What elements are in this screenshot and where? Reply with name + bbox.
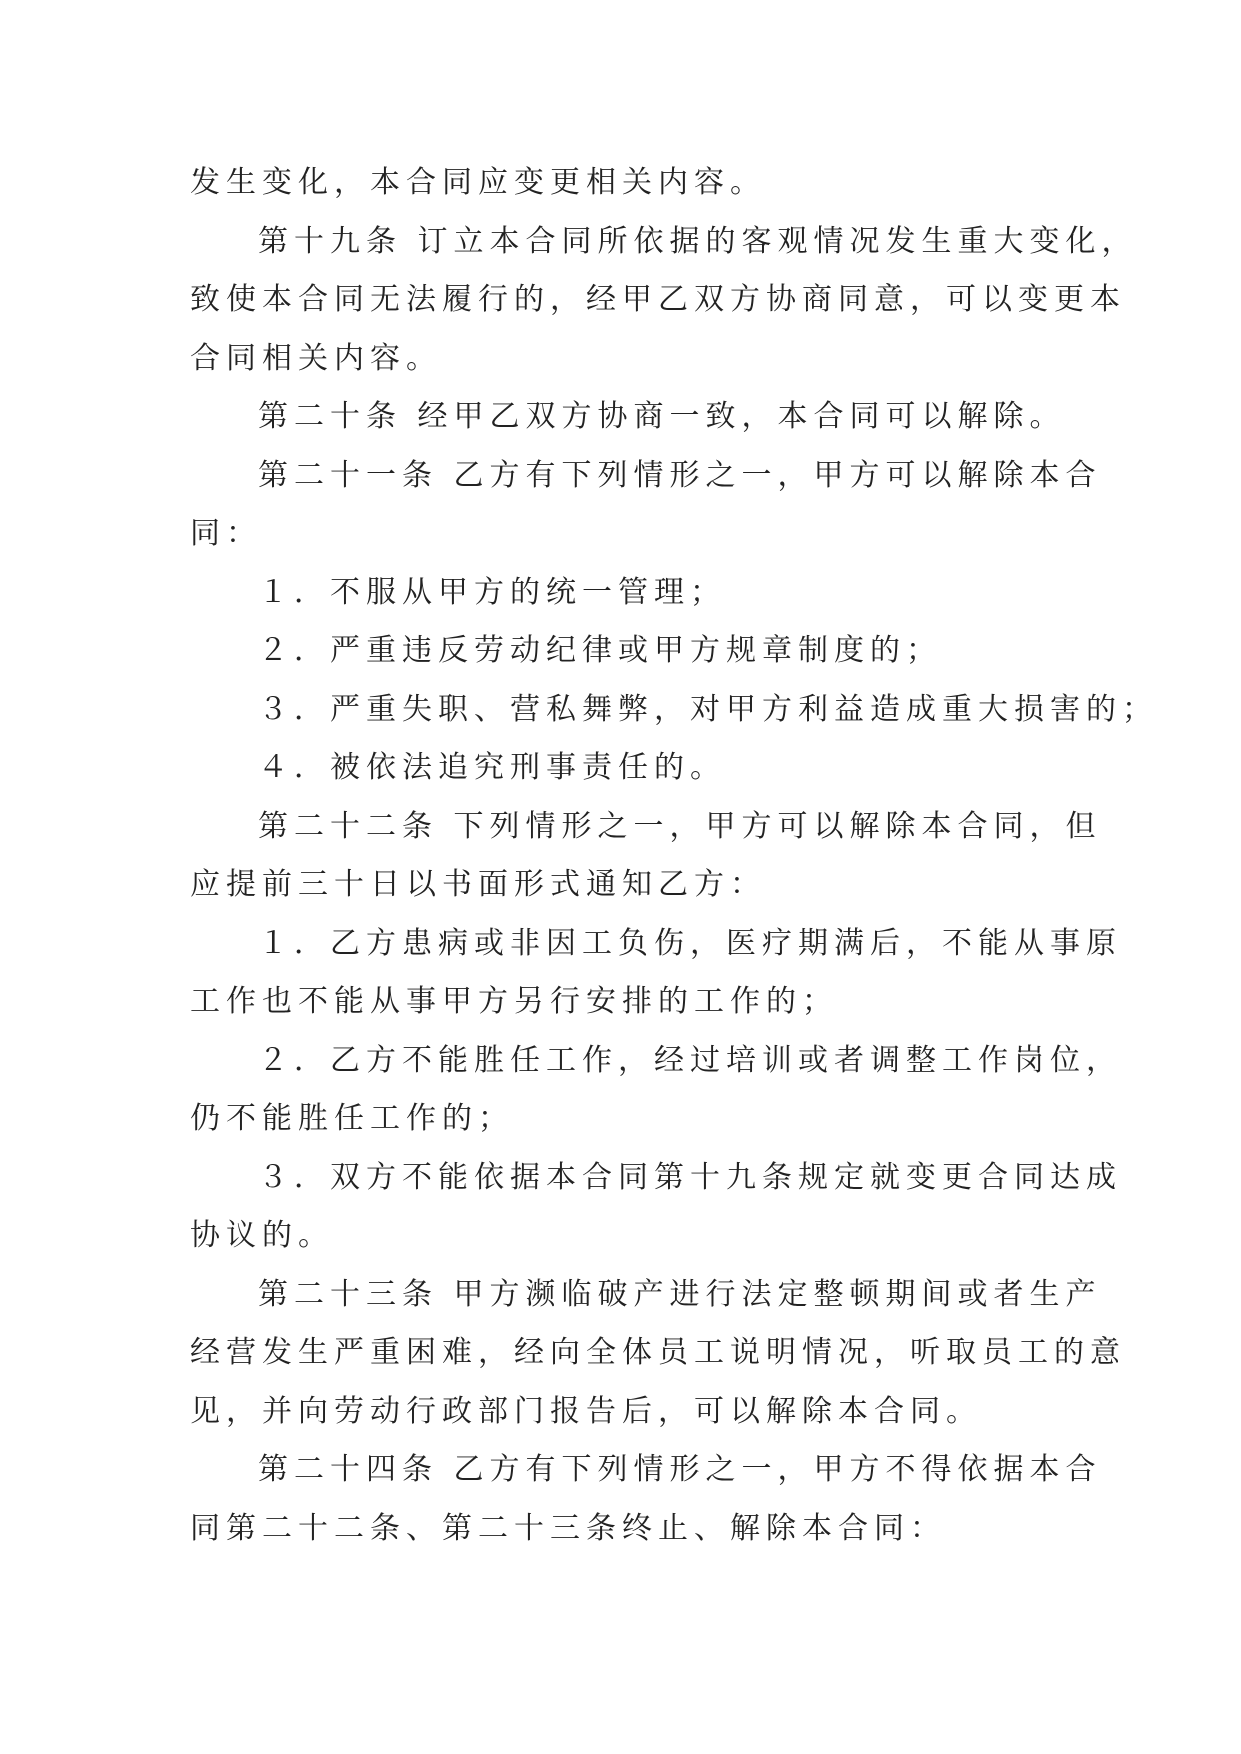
list-item: ３．双方不能依据本合同第十九条规定就变更合同达成: [258, 1159, 1122, 1195]
list-item: １．不服从甲方的统一管理；: [258, 574, 726, 610]
article-21-heading: 第二十一条 乙方有下列情形之一，甲方可以解除本合: [258, 457, 1102, 493]
text-line: 协议的。: [190, 1218, 334, 1253]
list-item: ４．被依法追究刑事责任的。: [258, 750, 726, 785]
text-line: 致使本合同无法履行的，经甲乙双方协商同意，可以变更本: [190, 282, 1126, 317]
text-line: 经营发生严重困难，经向全体员工说明情况，听取员工的意: [190, 1335, 1126, 1370]
list-item: ２．严重违反劳动纪律或甲方规章制度的；: [258, 633, 942, 668]
text-line: 同：: [190, 516, 262, 551]
text-line: 仍不能胜任工作的；: [190, 1101, 514, 1136]
text-line: 见，并向劳动行政部门报告后，可以解除本合同。: [190, 1393, 982, 1429]
list-item: ２．乙方不能胜任工作，经过培训或者调整工作岗位，: [258, 1042, 1122, 1078]
list-item: １．乙方患病或非因工负伤，医疗期满后，不能从事原: [258, 925, 1122, 961]
text-line: 同第二十二条、第二十三条终止、解除本合同：: [190, 1510, 946, 1546]
text-line: 合同相关内容。: [190, 340, 442, 376]
article-19-heading: 第十九条 订立本合同所依据的客观情况发生重大变化，: [258, 223, 1138, 259]
document-body: [190, 154, 1158, 1558]
text-line: 发生变化，本合同应变更相关内容。: [190, 165, 766, 200]
article-24-heading: 第二十四条 乙方有下列情形之一，甲方不得依据本合: [258, 1452, 1102, 1487]
list-item: ３．严重失职、营私舞弊，对甲方利益造成重大损害的；: [258, 691, 1158, 727]
article-20: 第二十条 经甲乙双方协商一致，本合同可以解除。: [258, 399, 1066, 434]
article-22-heading: 第二十二条 下列情形之一，甲方可以解除本合同，但: [258, 808, 1102, 844]
text-line: 工作也不能从事甲方另行安排的工作的；: [190, 984, 838, 1019]
text-line: 应提前三十日以书面形式通知乙方：: [190, 867, 766, 902]
article-23-heading: 第二十三条 甲方濒临破产进行法定整顿期间或者生产: [258, 1276, 1102, 1312]
